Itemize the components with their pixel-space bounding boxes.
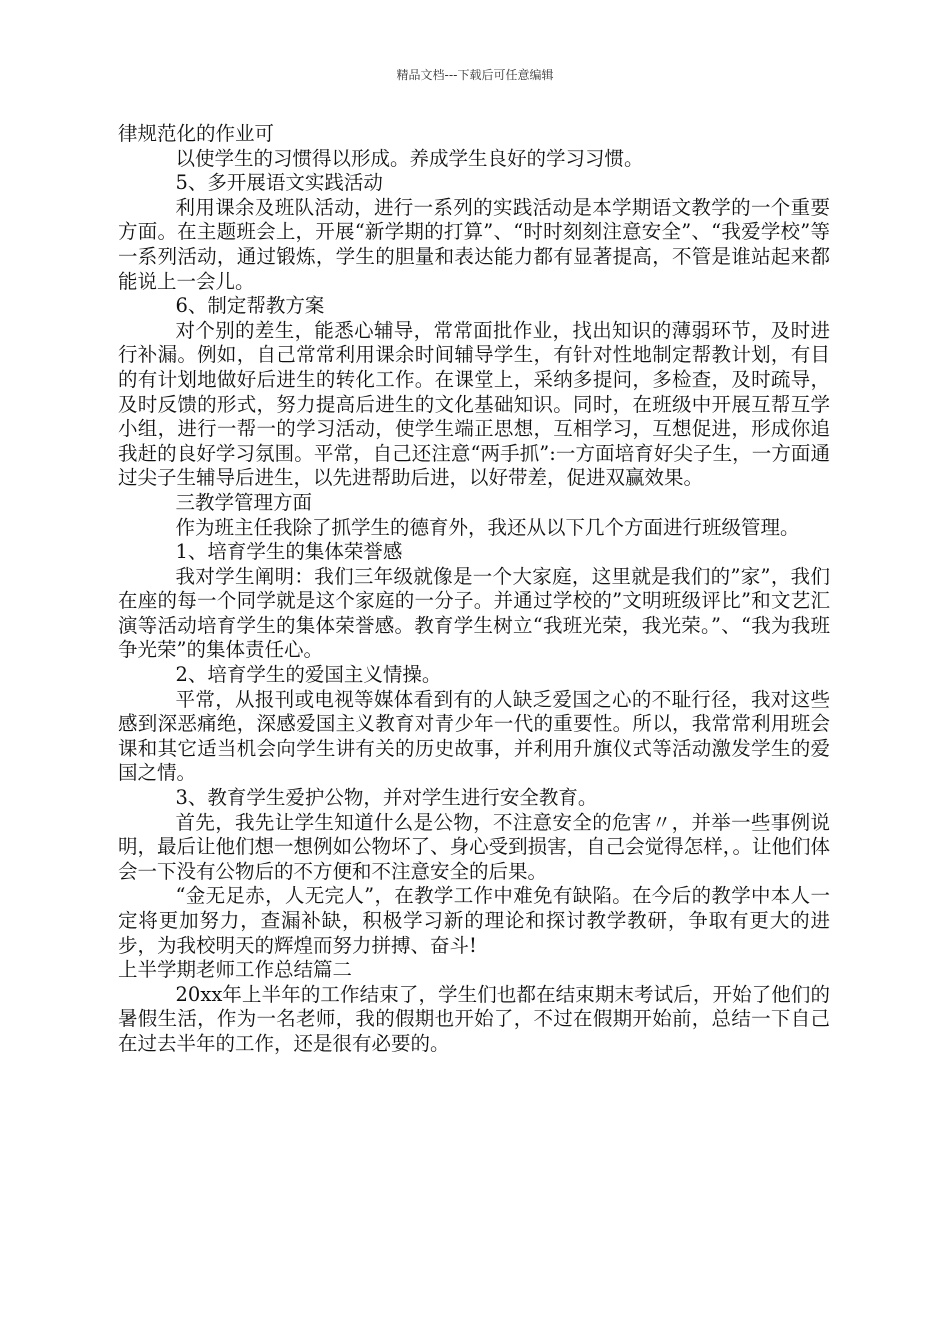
paragraph: 首先，我先让学生知道什么是公物，不注意安全的危害〃，并举一些事例说明，最后让他们想一想例如公物坏了、身心受到损害，自己会觉得怎样，。让他们体会一下没有公物后的不方便和不注意安全的后果。: [118, 810, 830, 883]
paragraph: 20xx年上半年的工作结束了，学生们也都在结束期末考试后，开始了他们的暑假生活，作为一名老师，我的假期也开始了，不过在假期开始前，总结一下自己在过去半年的工作，还是很有必要的。: [118, 982, 830, 1055]
paragraph: 利用课余及班队活动，进行一系列的实践活动是本学期语文教学的一个重要方面。在主题班会上，开展“新学期的打算”、“时时刻刻注意安全”、“我爱学校”等一系列活动，通过锻炼，学生的胆量和表达能力都有显著提高，不管是谁站起来都能说上一会儿。: [118, 195, 830, 293]
section-heading: 三教学管理方面: [175, 490, 313, 514]
section-heading: 2、培育学生的爱国主义情操。: [175, 663, 442, 687]
section-heading: 6、制定帮教方案: [175, 294, 325, 318]
section-heading: 3、教育学生爱护公物，并对学生进行安全教育。: [175, 786, 598, 810]
paragraph: 对个别的差生，能悉心辅导，常常面批作业，找出知识的薄弱环节，及时进行补漏。例如，自己常常利用课余时间辅导学生，有针对性地制定帮教计划，有目的有计划地做好后进生的转化工作。在课堂上，采纳多提问，多检查，及时疏导，及时反馈的形式，努力提高后进生的文化基础知识。同时，在班级中开展互帮互学小组，进行一帮一的学习活动，使学生端正思想，互相学习，互想促进，形成你追我赶的良好学习氛围。平常，自己还注意“两手抓”:一方面培育好尖子生，一方面通过尖子生辅导后进生，以先进帮助后进，以好带差，促进双赢效果。: [118, 318, 830, 490]
paragraph: 作为班主任我除了抓学生的德育外，我还从以下几个方面进行班级管理。: [175, 515, 800, 539]
paragraph: 我对学生阐明：我们三年级就像是一个大家庭，这里就是我们的”家”，我们在座的每一个同学就是这个家庭的一分子。并通过学校的”文明班级评比”和文艺汇演等活动培育学生的集体荣誉感。教育学生树立“我班光荣，我光荣。”、“我为我班争光荣”的集体责任心。: [118, 564, 830, 662]
paragraph: 律规范化的作业可: [118, 122, 275, 145]
paragraph: “金无足赤，人无完人”，在教学工作中难免有缺陷。在今后的教学中本人一定将更加努力，查漏补缺，积极学习新的理论和探讨教学教研，争取有更大的进步，为我校明天的辉煌而努力拼搏、奋斗!: [118, 884, 830, 957]
document-title: 上半学期老师工作总结篇二: [118, 958, 353, 982]
section-heading: 5、多开展语文实践活动: [175, 171, 383, 195]
section-heading: 1、培育学生的集体荣誉感: [175, 540, 403, 564]
document-body: [118, 122, 830, 1057]
paragraph: 以使学生的习惯得以形成。养成学生良好的学习习惯。: [175, 146, 644, 170]
paragraph: 平常，从报刊或电视等媒体看到有的人缺乏爱国之心的不耻行径，我对这些感到深恶痛绝，深感爱国主义教育对青少年一代的重要性。所以，我常常利用班会课和其它适当机会向学生讲有关的历史故事，并利用升旗仪式等活动激发学生的爱国之情。: [118, 687, 830, 785]
page-header: 精品文档---下载后可任意编辑: [396, 68, 554, 82]
